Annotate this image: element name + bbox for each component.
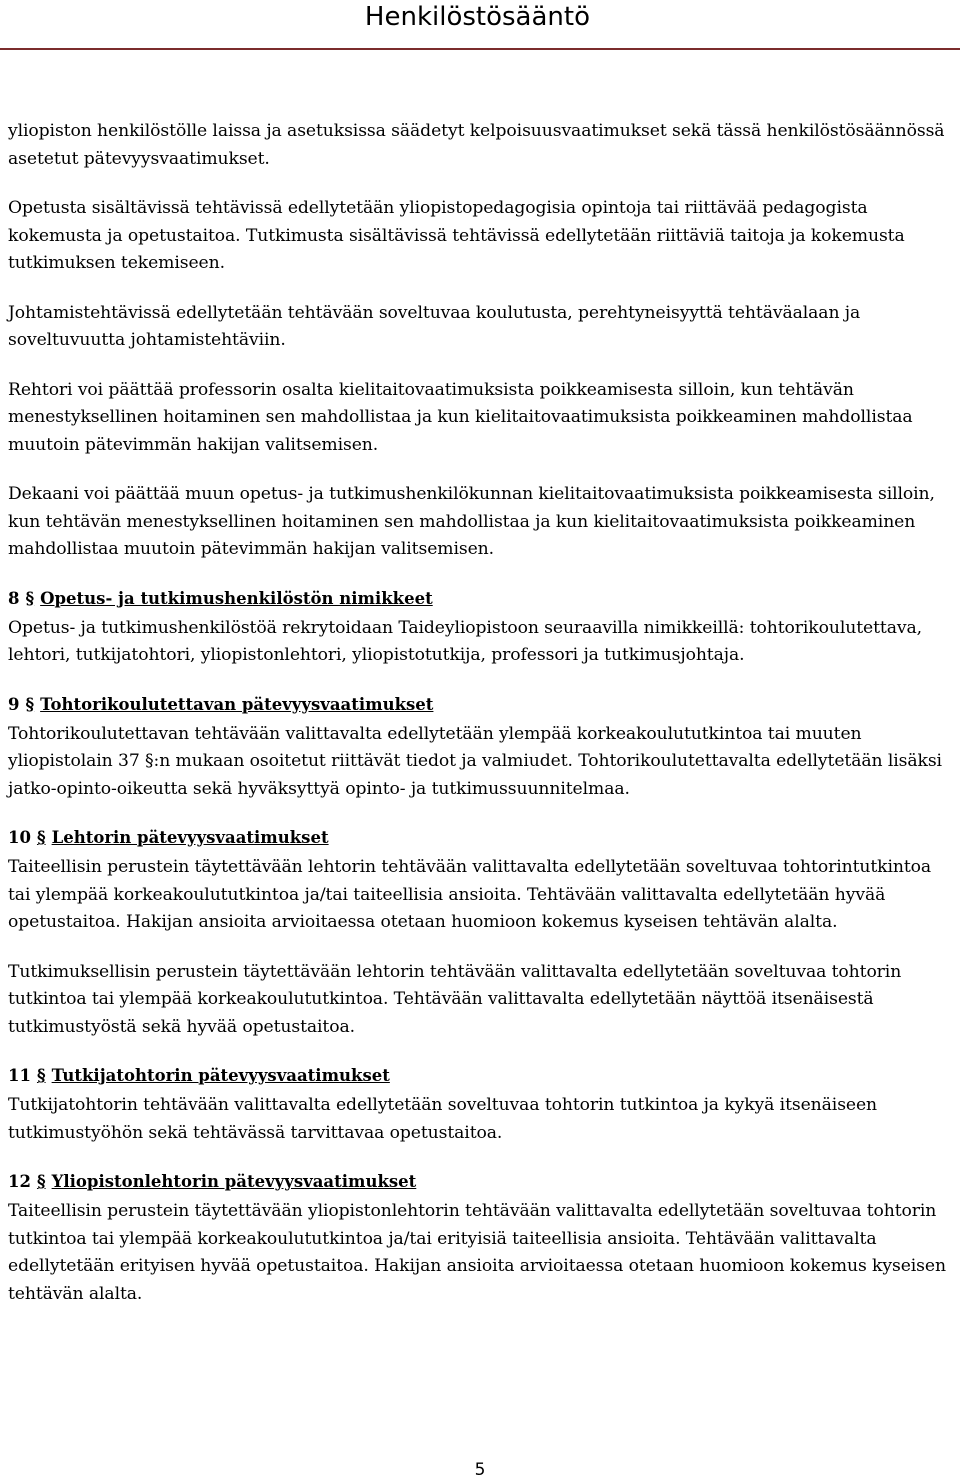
section-title: Yliopistonlehtorin pätevyysvaatimukset — [51, 1172, 417, 1191]
section-title: Lehtorin pätevyysvaatimukset — [51, 828, 329, 847]
section-symbol: § — [25, 694, 35, 714]
paragraph: Tohtorikoulutettavan tehtävään valittavalta edellytetään ylempää korkeakoulututkintoa tai muuten yliopistolain 37 §:n mukaan osoitetut riittävät tiedot ja valmiudet. Tohtorikoulutettavalta edellytetään lisäksi jatko-opinto-oikeutta sekä hyväksyttyä opinto- ja tutkimussuunnitelmaa. — [8, 723, 942, 799]
paragraph: Opetus- ja tutkimushenkilöstöä rekrytoidaan Taideyliopistoon seuraavilla nimikkeillä: tohtorikoulutettava, lehtori, tutkijatohtori, yliopistonlehtori, yliopistotutkija, professori ja tutkimusjohtaja. — [8, 617, 922, 665]
document-title: Henkilöstösääntö — [364, 2, 590, 32]
paragraph: Dekaani voi päättää muun opetus- ja tutkimushenkilökunnan kielitaitovaatimuksista poikkeamisesta silloin, kun tehtävän menestyksellinen hoitaminen sen mahdollistaa ja kun kielitaitovaatimuksista poikkeaminen mahdollistaa muutoin pätevimmän hakijan valitsemisen. — [8, 484, 935, 559]
paragraph: Taiteellisin perustein täytettävään lehtorin tehtävään valittavalta edellytetään soveltuvaa tohtorintutkintoa tai ylempää korkeakoulututkintoa ja/tai taiteellisia ansioita. Tehtävään valittavalta edellytetään hyvää opetustaitoa. Hakijan ansioita arvioitaessa otetaan huomioon kokemus kyseisen tehtävän alalta. — [8, 857, 932, 932]
paragraph: Taiteellisin perustein täytettävään yliopistonlehtorin tehtävään valittavalta edellytetään soveltuvaa tohtorin tutkintoa tai ylempää korkeakoulututkintoa ja/tai erityisiä taiteellisia ansioita. Tehtävään valittavalta edellytetään erityisen hyvää opetustaitoa. Hakijan ansioita arvioitaessa otetaan huomioon kokemus kyseisen tehtävän alalta. — [8, 1201, 946, 1304]
document-body — [8, 118, 954, 1330]
section-heading — [8, 1063, 954, 1089]
section-heading — [8, 692, 954, 718]
section-10 — [8, 825, 954, 1041]
paragraph: Tutkijatohtorin tehtävään valittavalta edellytetään soveltuvaa tohtorin tutkintoa ja kykyä itsenäiseen tutkimustyöhön sekä tehtävässä tarvittavaa opetustaitoa. — [8, 1095, 878, 1143]
section-number: 8 — [8, 588, 20, 608]
section-number: 12 — [8, 1172, 31, 1191]
section-8 — [8, 586, 954, 670]
paragraph: Rehtori voi päättää professorin osalta kielitaitovaatimuksista poikkeamisesta silloin, kun tehtävän menestyksellinen hoitaminen sen mahdollistaa ja kun kielitaitovaatimuksista poikkeaminen mahdollistaa muutoin pätevimmän hakijan valitsemisen. — [8, 379, 913, 455]
section-heading — [8, 825, 954, 851]
section-title: Tohtorikoulutettavan pätevyysvaatimukset — [40, 694, 434, 714]
section-9 — [8, 692, 954, 804]
section-title: Tutkijatohtorin pätevyysvaatimukset — [51, 1066, 390, 1085]
paragraph: Johtamistehtävissä edellytetään tehtävään soveltuvaa koulutusta, perehtyneisyyttä tehtäväalaan ja soveltuvuutta johtamistehtäviin. — [8, 302, 861, 350]
page-number: 5 — [474, 1460, 486, 1480]
section-symbol: § — [36, 1066, 46, 1085]
section-11 — [8, 1063, 954, 1147]
section-heading — [8, 1169, 954, 1195]
page-header — [0, 0, 960, 50]
section-number: 9 — [8, 694, 20, 714]
section-title: Opetus- ja tutkimushenkilöstön nimikkeet — [40, 588, 433, 608]
paragraph: Opetusta sisältävissä tehtävissä edellytetään yliopistopedagogisia opintoja tai riittävää pedagogista kokemusta ja opetustaitoa. Tutkimusta sisältävissä tehtävissä edellytetään riittäviä taitoja ja kokemusta tutkimuksen tekemiseen. — [8, 198, 905, 273]
section-number: 10 — [8, 828, 31, 847]
section-heading — [8, 586, 954, 612]
section-12 — [8, 1169, 954, 1308]
section-symbol: § — [36, 1172, 46, 1191]
section-symbol: § — [36, 828, 46, 847]
paragraph: Tutkimuksellisin perustein täytettävään lehtorin tehtävään valittavalta edellytetään soveltuvaa tohtorin tutkintoa tai ylempää korkeakoulututkintoa. Tehtävään valittavalta edellytetään näyttöä itsenäisestä tutkimustyöstä sekä hyvää opetustaitoa. — [8, 961, 902, 1037]
section-symbol: § — [25, 588, 35, 608]
paragraph: yliopiston henkilöstölle laissa ja asetuksissa säädetyt kelpoisuusvaatimukset sekä tässä henkilöstösäännössä asetetut pätevyysvaatimukset. — [8, 121, 945, 169]
section-number: 11 — [8, 1066, 31, 1085]
